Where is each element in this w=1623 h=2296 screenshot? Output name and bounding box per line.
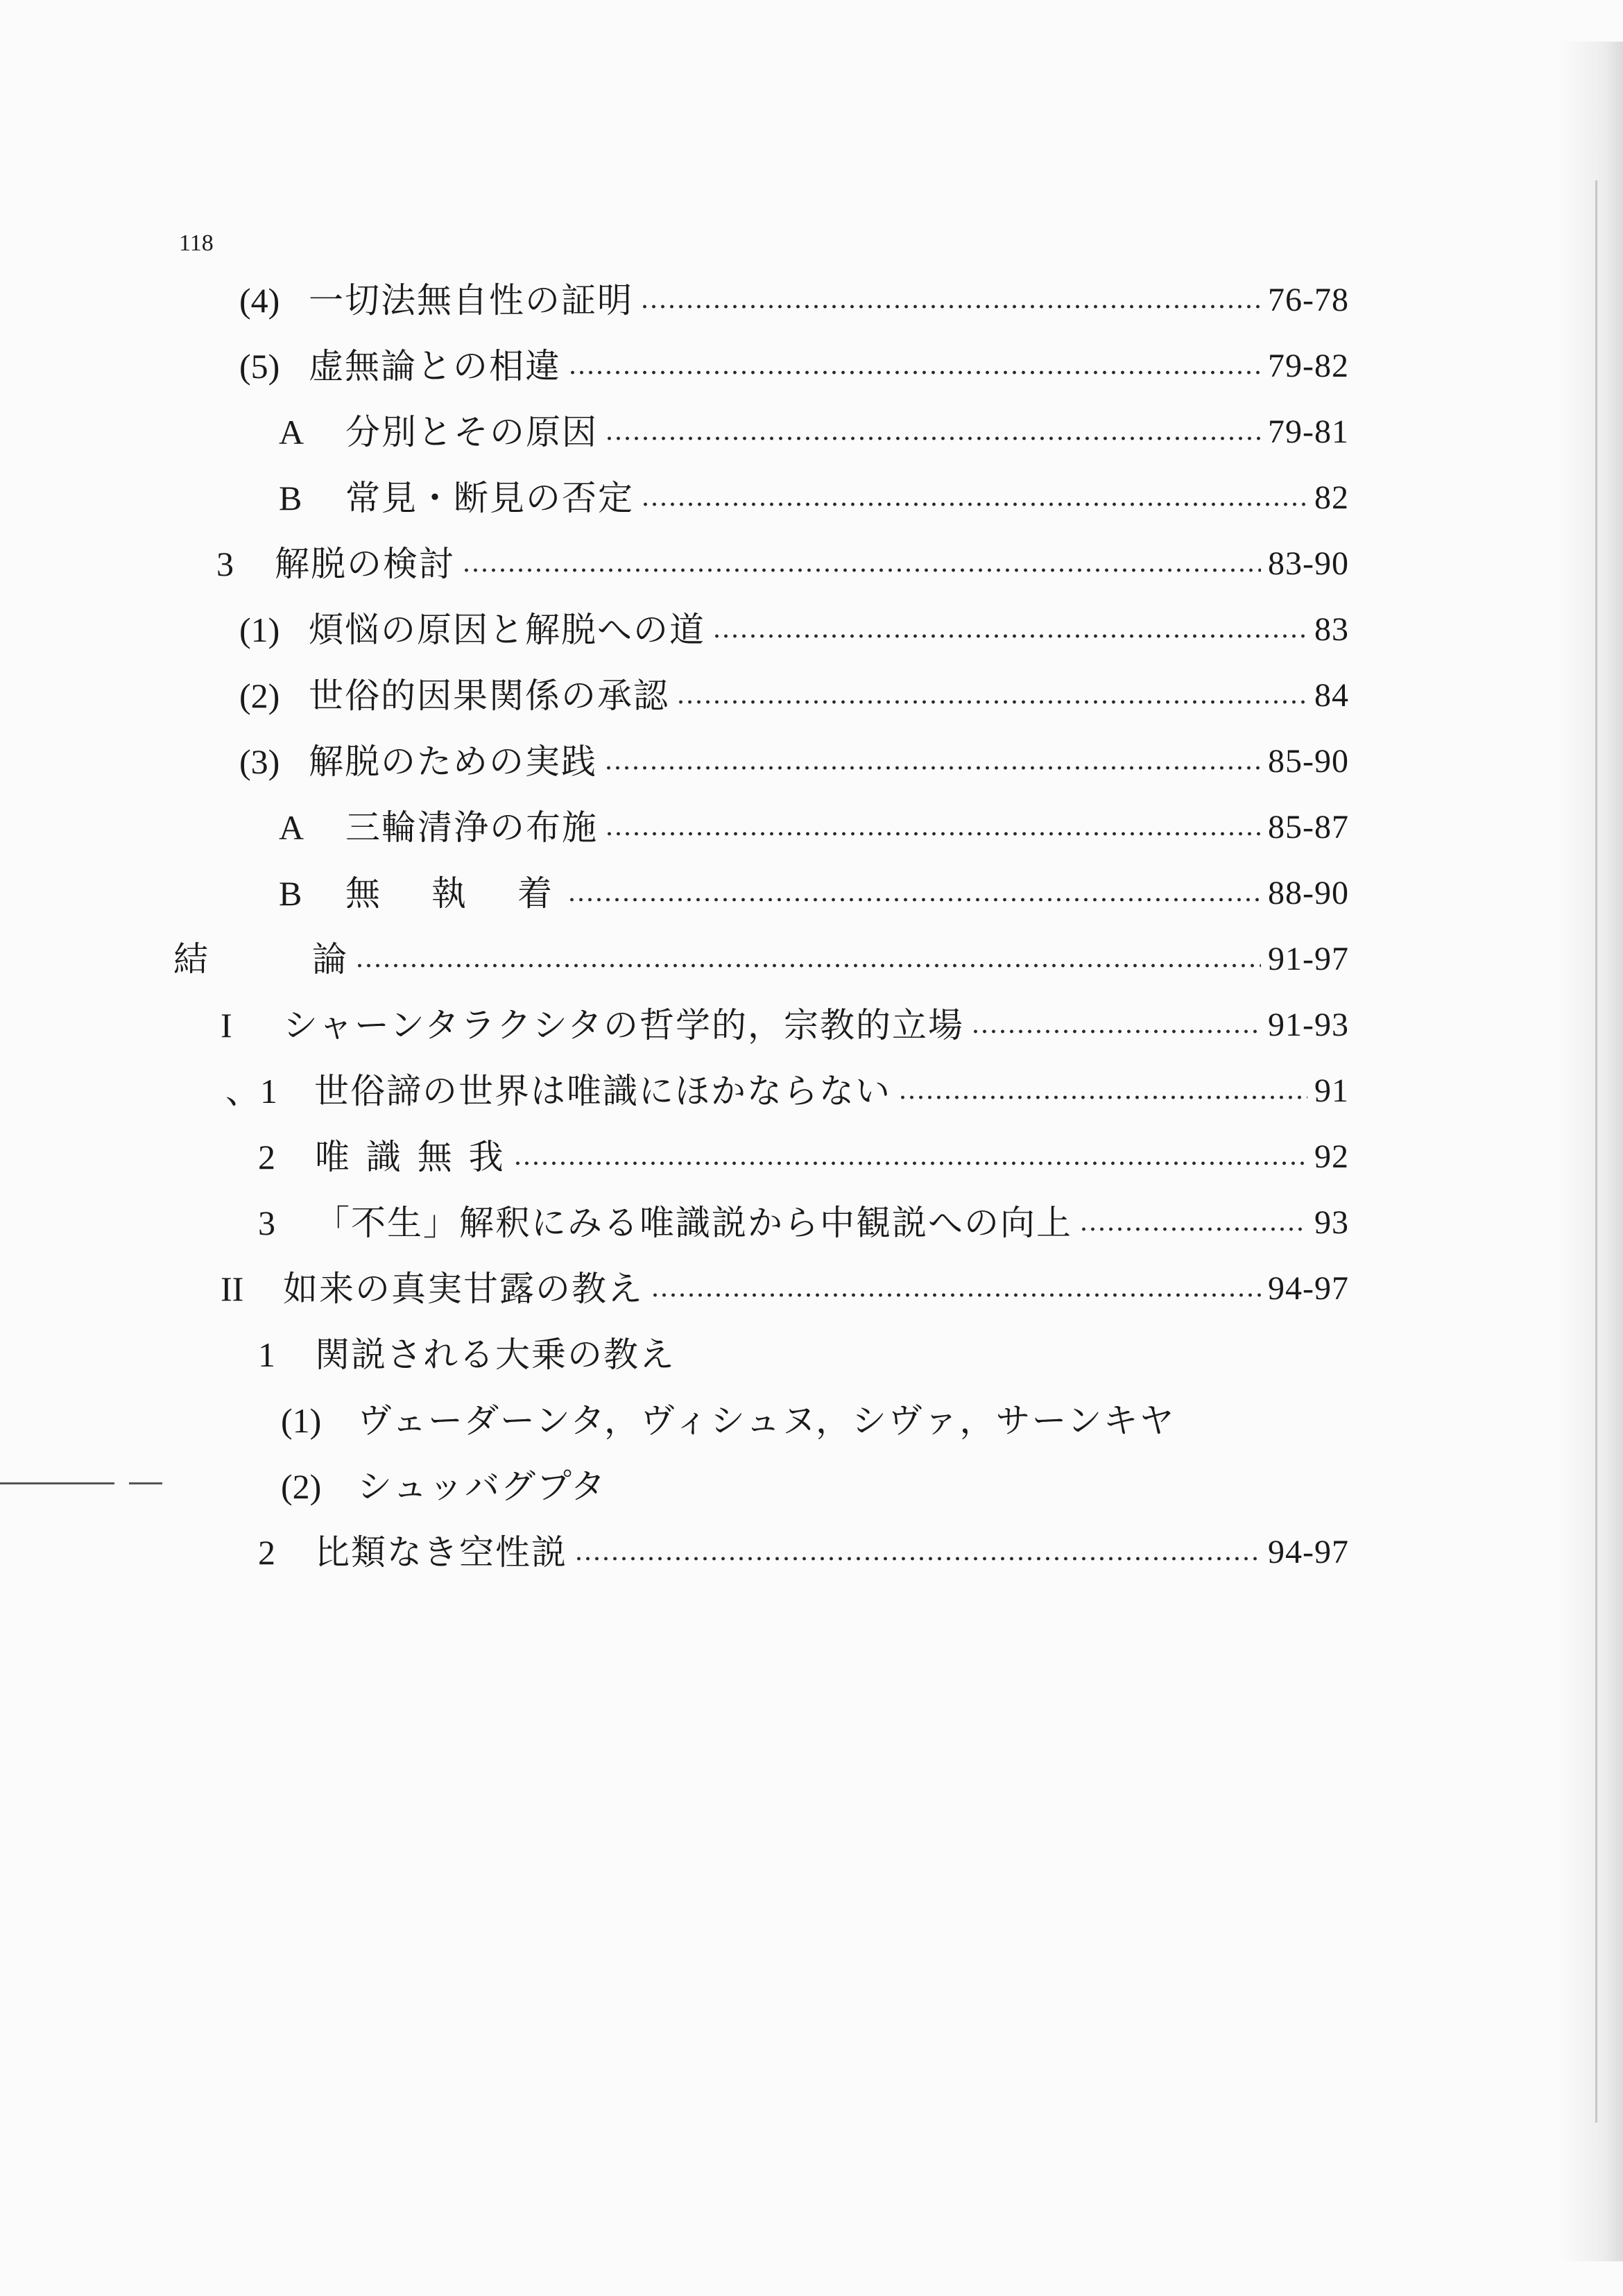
toc-entry-number: 、1 (225, 1072, 277, 1111)
dot-leader (462, 568, 1261, 572)
dot-leader (567, 898, 1261, 902)
toc-entry-number: 3 (258, 1203, 275, 1242)
toc-entry-title: 常見・断見の否定 (345, 478, 634, 518)
toc-entry-number: 2 (258, 1533, 275, 1572)
toc-entry-title: シャーンタラクシタの哲学的，宗教的立場 (283, 1005, 964, 1045)
toc-entry-pages: 85-87 (1268, 809, 1349, 846)
toc-entry-title: 分別とその原因 (345, 412, 598, 452)
toc-entry-pages: 82 (1314, 479, 1349, 516)
toc-entry (279, 869, 1349, 918)
toc-entry-number: (3) (239, 742, 280, 781)
toc-entry-number: (2) (239, 676, 280, 715)
dot-leader (651, 1293, 1261, 1297)
toc-entry (279, 474, 1349, 522)
toc-entry-pages: 84 (1314, 677, 1349, 714)
toc-entry (281, 1462, 1349, 1511)
toc-entry (225, 1067, 1349, 1115)
dot-leader (1079, 1227, 1307, 1231)
toc-entry-pages: 91-97 (1268, 941, 1349, 977)
toc-entry (258, 1330, 1349, 1379)
toc-entry (279, 803, 1349, 852)
dot-leader (568, 370, 1261, 375)
toc-entry (239, 737, 1349, 786)
toc-entry-pages: 85-90 (1268, 743, 1349, 780)
toc-entry-title: ヴェーダーンタ，ヴィシュヌ，シヴァ，サーンキヤ (357, 1400, 1176, 1441)
dot-leader (574, 1557, 1261, 1561)
toc-entry (258, 1199, 1349, 1247)
toc-entry-title: 一切法無自性の証明 (309, 280, 633, 320)
toc-entry (239, 671, 1349, 720)
toc-entry (216, 540, 1349, 588)
toc-entry (258, 1133, 1349, 1181)
toc-entry-title: 論 (312, 939, 348, 979)
toc-entry (239, 342, 1349, 391)
toc-entry (221, 1265, 1349, 1313)
toc-entry-title: 解脱の検討 (275, 544, 455, 584)
toc-entry-title: 虚無論との相違 (309, 346, 561, 386)
toc-entry (221, 1001, 1349, 1050)
toc-entry-title: 解脱のための実践 (309, 742, 597, 782)
page-number: 118 (179, 230, 214, 256)
toc-entry-number: (5) (239, 347, 280, 386)
toc-entry-number: (1) (281, 1401, 322, 1440)
toc-entry (239, 606, 1349, 654)
toc-entry-number: A (279, 808, 304, 847)
toc-entry-title: 世俗的因果関係の承認 (309, 676, 669, 716)
toc-entry-number: (1) (239, 610, 280, 649)
toc-entry-pages: 91 (1314, 1072, 1349, 1109)
toc-entry (239, 276, 1349, 325)
dot-leader (676, 700, 1307, 704)
toc-entry (281, 1396, 1349, 1445)
dot-leader (513, 1161, 1307, 1165)
dot-leader (355, 963, 1261, 968)
dot-leader (712, 634, 1307, 638)
toc-entry-number: B (279, 874, 302, 913)
toc-entry-title: 比類なき空性説 (315, 1532, 567, 1573)
dot-leader (605, 436, 1261, 440)
toc-entry-pages: 92 (1314, 1138, 1349, 1175)
dot-leader (604, 766, 1261, 770)
toc-entry-pages: 93 (1314, 1204, 1349, 1241)
toc-entry-title: 世俗諦の世界は唯識にほかならない (314, 1071, 891, 1111)
toc-entry-pages: 91-93 (1268, 1006, 1349, 1043)
toc-entry-number: 3 (216, 545, 234, 583)
toc-entry-pages: 88-90 (1268, 875, 1349, 911)
toc-entry-title: 「不生」解釈にみる唯識説から中観説への向上 (315, 1203, 1072, 1243)
toc-entry-title: 唯 識 無 我 (315, 1137, 506, 1177)
toc-entry-title: 無 執 着 (345, 873, 560, 914)
toc-entry-title: 如来の真実甘露の教え (283, 1269, 644, 1309)
toc-chapter-entry (173, 935, 1349, 984)
toc-entry-number: (4) (239, 281, 280, 320)
toc-entry-title: シュッバグプタ (357, 1466, 607, 1507)
dot-leader (640, 305, 1261, 309)
toc-entry-pages: 83-90 (1268, 545, 1349, 582)
toc-entry-number: 1 (258, 1335, 275, 1374)
toc-entry-title: 三輪清浄の布施 (345, 807, 598, 848)
toc-entry-pages: 76-78 (1268, 282, 1349, 318)
dot-leader (605, 832, 1261, 836)
toc-entry-pages: 94-97 (1268, 1270, 1349, 1307)
toc-entry-pages: 79-81 (1268, 413, 1349, 450)
toc-entry (279, 408, 1349, 456)
toc-entry (258, 1528, 1349, 1577)
toc-entry-number: I (221, 1006, 232, 1045)
toc-entry-title: 関説される大乗の教え (315, 1335, 676, 1375)
toc-entry-number: 結 (173, 939, 208, 979)
toc-entry-number: II (221, 1269, 244, 1308)
dot-leader (898, 1095, 1307, 1099)
toc-entry-pages: 79-82 (1268, 348, 1349, 384)
toc-entry-number: 2 (258, 1138, 275, 1176)
toc-entry-pages: 83 (1314, 611, 1349, 648)
toc-entry-number: (2) (281, 1467, 322, 1506)
toc-entry-title: 煩悩の原因と解脱への道 (309, 610, 705, 650)
dot-leader (641, 502, 1307, 506)
toc-entry-number: B (279, 479, 302, 517)
toc-entry-pages: 94-97 (1268, 1534, 1349, 1570)
toc-entry-number: A (279, 413, 304, 452)
dot-leader (971, 1029, 1261, 1034)
